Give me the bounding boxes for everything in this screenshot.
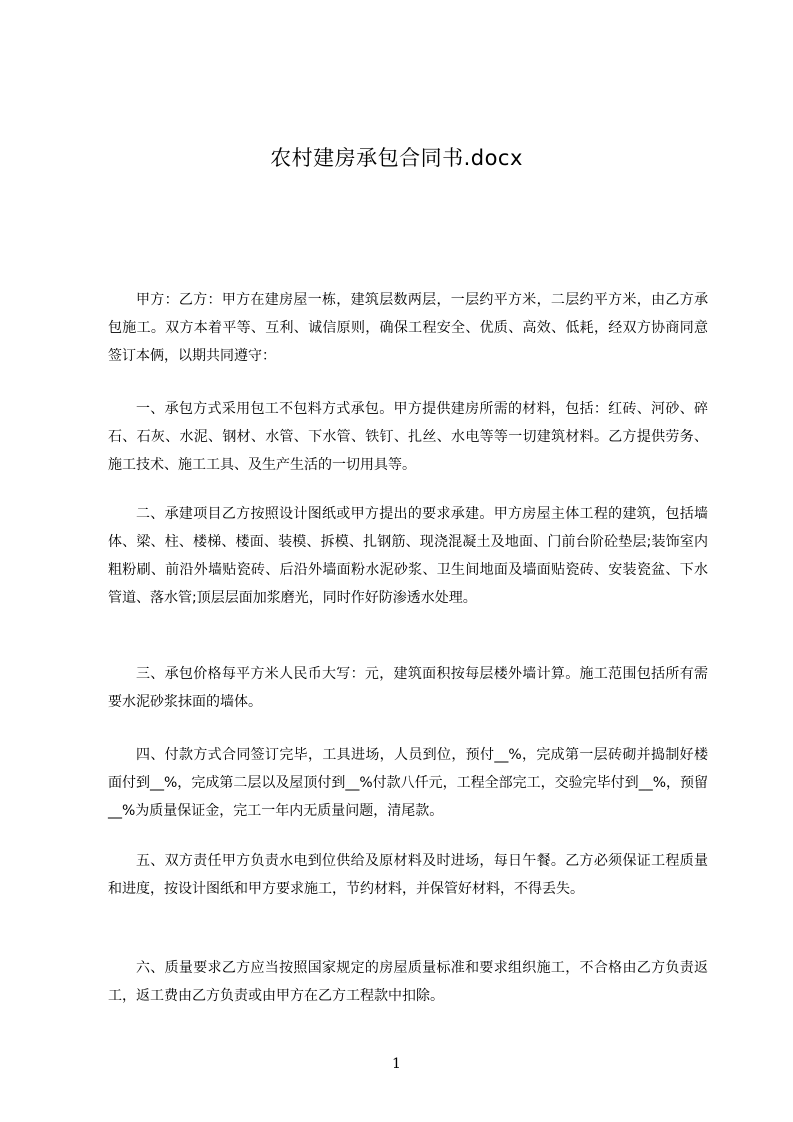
paragraph-contract-method: 一、承包方式采用包工不包料方式承包。甲方提供建房所需的材料，包括：红砖、河砂、碎石、石灰、水泥、钢材、水管、下水管、铁钉、扎丝、水电等等一切建筑材料。乙方提供劳务、施工技术、施工工具、及生产生活的一切用具等。 bbox=[108, 401, 708, 473]
document-title: 农村建房承包合同书.docx bbox=[270, 146, 523, 170]
paragraph-payment: 四、付款方式合同签订完毕，工具进场，人员到位，预付__%，完成第一层砖砌并捣制好楼面付到__%，完成第二层以及屋顶付到__%付款八仟元，工程全部完工，交验完毕付到__%，预留__%为质量保证金，完工一年内无质量问题，清尾款。 bbox=[108, 747, 708, 819]
paragraph-construction-items: 二、承建项目乙方按照设计图纸或甲方提出的要求承建。甲方房屋主体工程的建筑，包括墙体、梁、柱、楼梯、楼面、装模、拆模、扎钢筋、现浇混凝土及地面、门前台阶砼垫层;装饰室内粗粉刷、前沿外墙贴瓷砖、后沿外墙面粉水泥砂浆、卫生间地面及墙面贴瓷砖、安装瓷盆、下水管道、落水管;顶层层面加浆磨光，同时作好防渗透水处理。 bbox=[108, 506, 708, 606]
paragraph-responsibilities: 五、双方责任甲方负责水电到位供给及原材料及时进场，每日午餐。乙方必须保证工程质量和进度，按设计图纸和甲方要求施工，节约材料，并保管好材料，不得丢失。 bbox=[108, 853, 708, 897]
paragraph-intro: 甲方：乙方：甲方在建房屋一栋，建筑层数两层，一层约平方米，二层约平方米，由乙方承包施工。双方本着平等、互利、诚信原则，确保工程安全、优质、高效、低耗，经双方协商同意签订本俩，以期共同遵守： bbox=[108, 292, 708, 364]
paragraph-quality: 六、质量要求乙方应当按照国家规定的房屋质量标准和要求组织施工，不合格由乙方负责返工，返工费由乙方负责或由甲方在乙方工程款中扣除。 bbox=[108, 960, 708, 1004]
paragraph-price: 三、承包价格每平方米人民币大写：元，建筑面积按每层楼外墙计算。施工范围包括所有需要水泥砂浆抹面的墙体。 bbox=[108, 666, 708, 710]
page-number: 1 bbox=[392, 1056, 401, 1072]
